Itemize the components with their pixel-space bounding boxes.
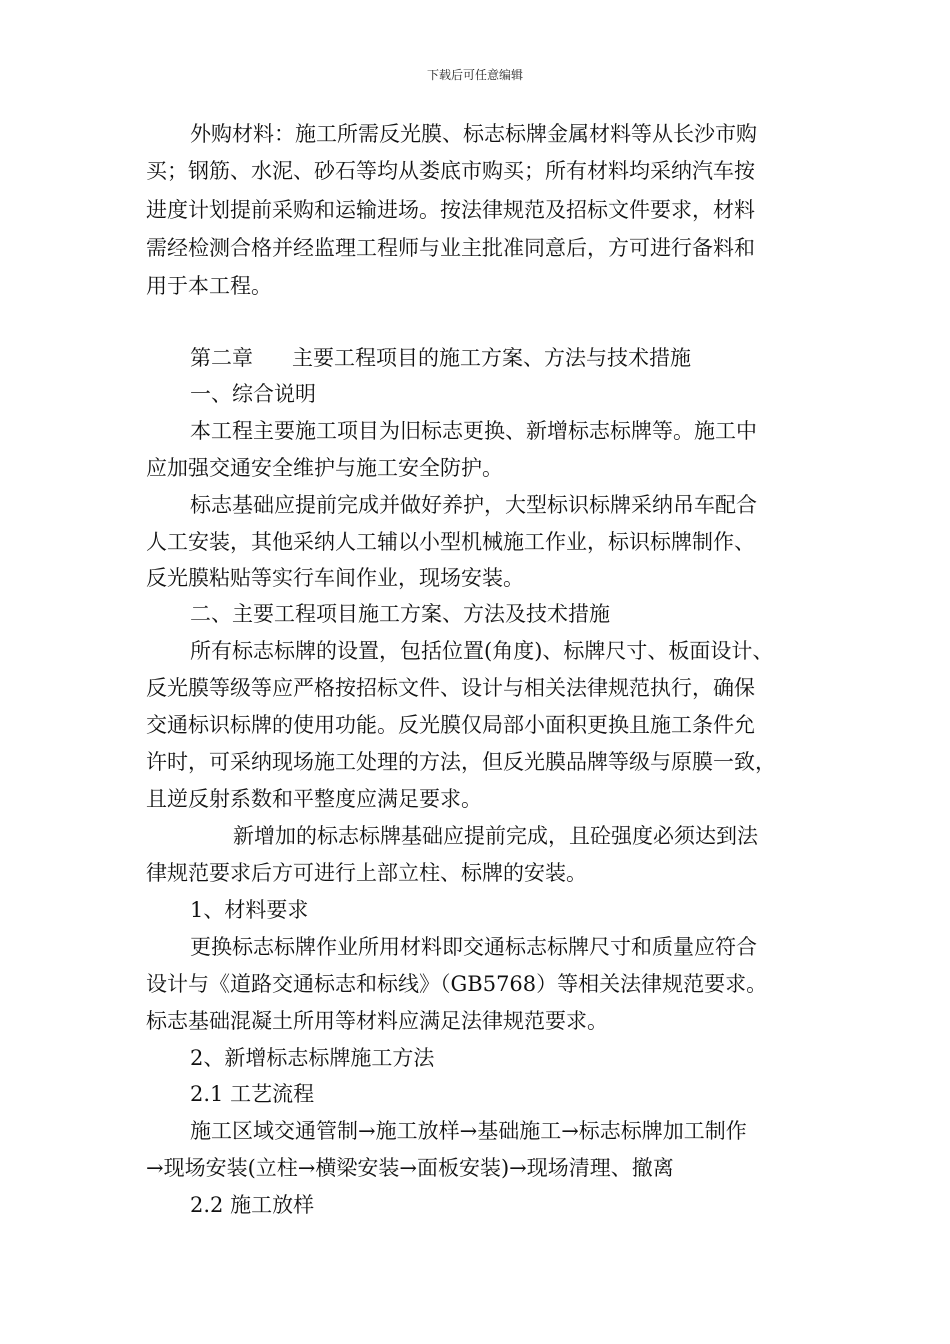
section-heading: 一、综合说明 <box>190 382 316 406</box>
paragraph-line: 更换标志标牌作业所用材料即交通标志标牌尺寸和质量应符合 <box>190 935 757 959</box>
paragraph-line: 所有标志标牌的设置，包括位置(角度)、标牌尺寸、板面设计、 <box>190 639 774 663</box>
paragraph-line: 标志基础应提前完成并做好养护，大型标识标牌采纳吊车配合 <box>190 493 757 517</box>
paragraph-line: 外购材料：施工所需反光膜、标志标牌金属材料等从长沙市购 <box>190 122 757 146</box>
chapter-number: 第二章 <box>190 346 253 370</box>
paragraph-line: 设计与《道路交通标志和标线》（GB5768）等相关法律规范要求。 <box>146 972 768 996</box>
paragraph-line: 且逆反射系数和平整度应满足要求。 <box>146 787 482 811</box>
paragraph-line: 买；钢筋、水泥、砂石等均从娄底市购买；所有材料均采纳汽车按 <box>146 159 755 183</box>
paragraph-line: 进度计划提前采购和运输进场。按法律规范及招标文件要求，材料 <box>146 198 755 222</box>
paragraph-line: 需经检测合格并经监理工程师与业主批准同意后，方可进行备料和 <box>146 236 755 260</box>
paragraph-line: 应加强交通安全维护与施工安全防护。 <box>146 456 503 480</box>
subsection-heading: 2.1 工艺流程 <box>190 1082 315 1106</box>
subsection-heading: 2.2 施工放样 <box>190 1193 315 1217</box>
page-header-note: 下载后可任意编辑 <box>426 68 523 82</box>
section-heading: 二、主要工程项目施工方案、方法及技术措施 <box>190 602 610 626</box>
paragraph-line: 本工程主要施工项目为旧标志更换、新增标志标牌等。施工中 <box>190 419 757 443</box>
paragraph-line: 反光膜等级等应严格按招标文件、设计与相关法律规范执行，确保 <box>146 676 755 700</box>
subsection-heading: 2、新增标志标牌施工方法 <box>190 1046 435 1070</box>
subsection-heading: 1、材料要求 <box>190 898 309 922</box>
paragraph-line: 用于本工程。 <box>146 274 272 298</box>
paragraph-line: 许时，可采纳现场施工处理的方法，但反光膜品牌等级与原膜一致， <box>146 750 776 774</box>
paragraph-line: 人工安装，其他采纳人工辅以小型机械施工作业，标识标牌制作、 <box>146 530 755 554</box>
paragraph-line: 施工区域交通管制→施工放样→基础施工→标志标牌加工制作 <box>190 1119 747 1143</box>
paragraph-line: →现场安装(立柱→横梁安装→面板安装)→现场清理、撤离 <box>146 1156 674 1180</box>
paragraph-line: 律规范要求后方可进行上部立柱、标牌的安装。 <box>146 861 587 885</box>
paragraph-line: 交通标识标牌的使用功能。反光膜仅局部小面积更换且施工条件允 <box>146 713 755 737</box>
chapter-title: 主要工程项目的施工方案、方法与技术措施 <box>292 346 691 370</box>
paragraph-line: 新增加的标志标牌基础应提前完成，且砼强度必须达到法 <box>233 824 758 848</box>
paragraph-line: 反光膜粘贴等实行车间作业，现场安装。 <box>146 566 524 590</box>
paragraph-line: 标志基础混凝土所用等材料应满足法律规范要求。 <box>146 1009 608 1033</box>
